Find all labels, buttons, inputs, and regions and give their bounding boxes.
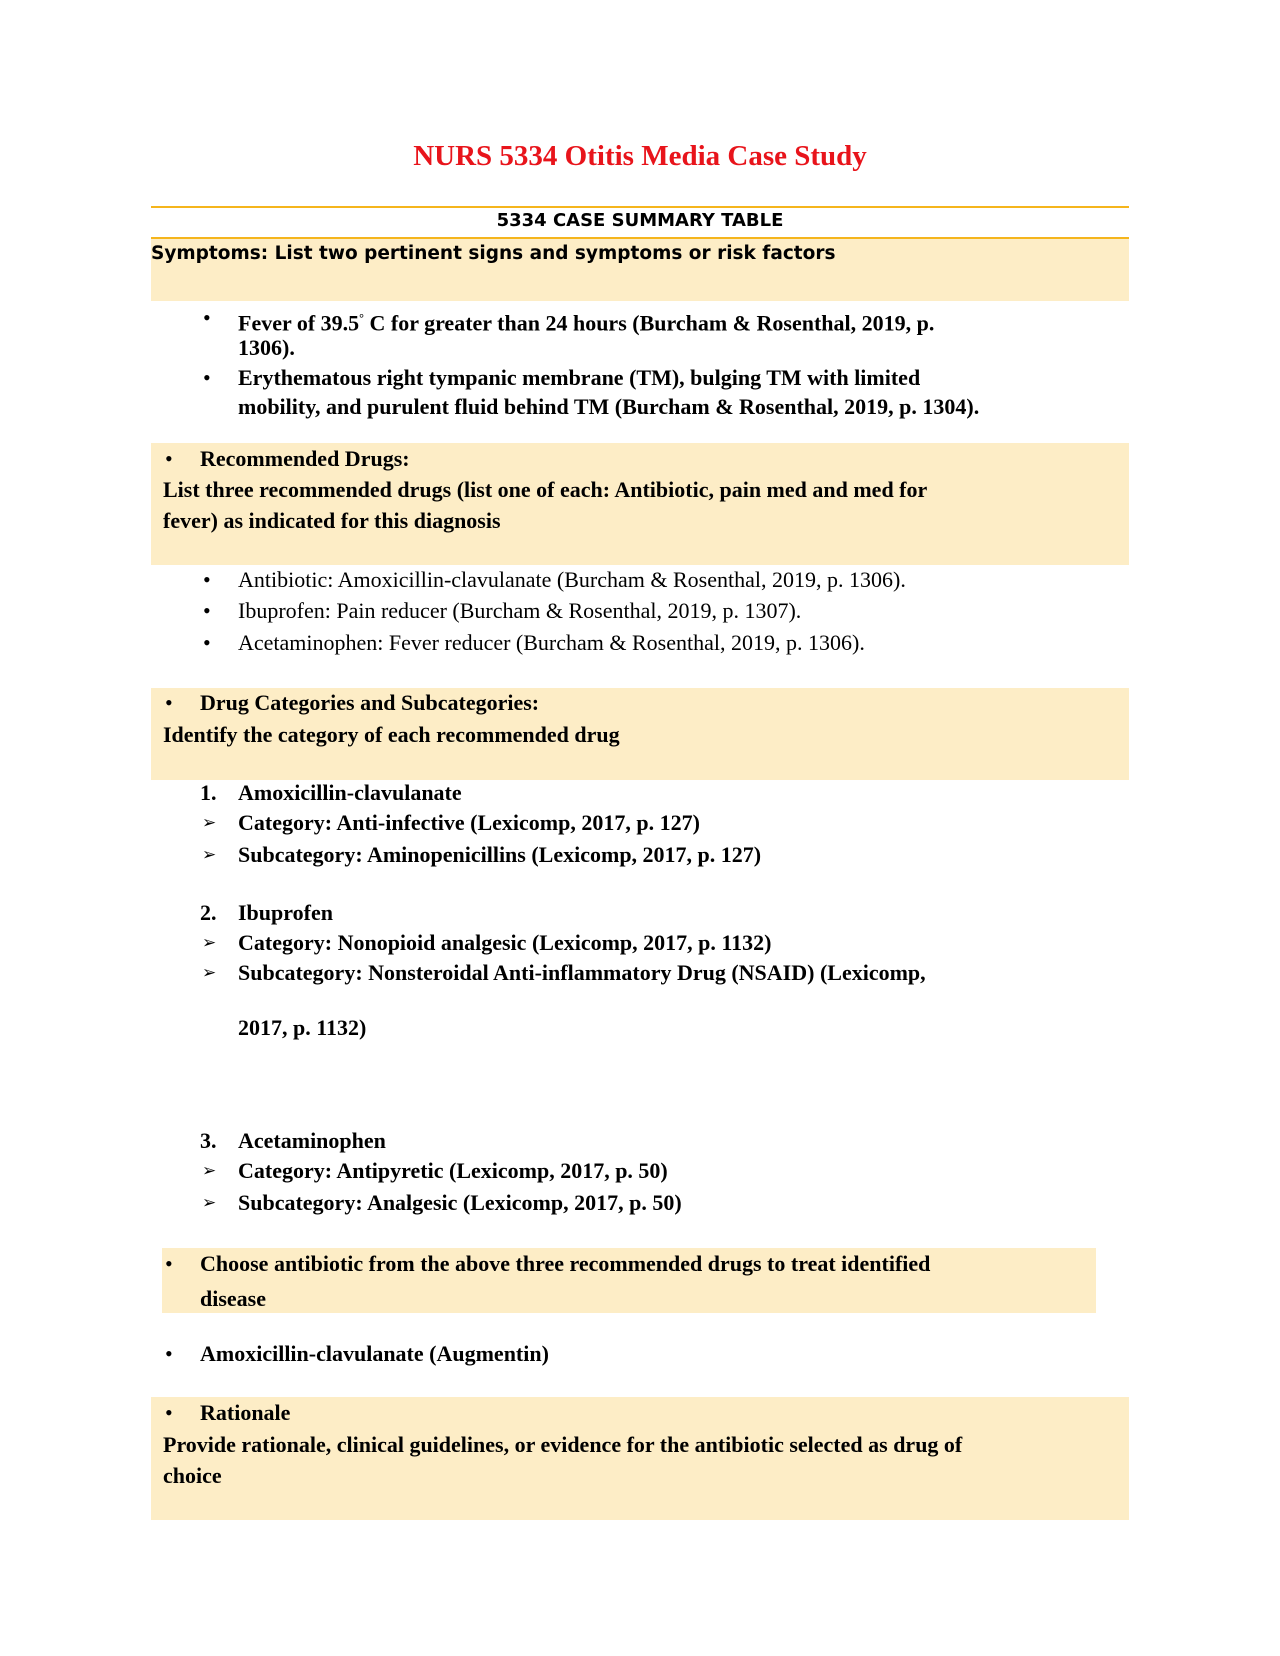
- drug-1-name: Amoxicillin-clavulanate: [238, 780, 462, 805]
- symptom-item-2-line-2: mobility, and purulent fluid behind TM (Burcham & Rosenthal, 2019, p. 1304).: [238, 394, 980, 419]
- recommended-item-antibiotic: Antibiotic: Amoxicillin-clavulanate (Burcham & Rosenthal, 2019, p. 1306).: [238, 567, 906, 592]
- document-title: NURS 5334 Otitis Media Case Study: [413, 140, 867, 172]
- symptom-item-2-line-1: Erythematous right tympanic membrane (TM), bulging TM with limited: [238, 365, 921, 390]
- table-heading: 5334 CASE SUMMARY TABLE: [496, 210, 784, 231]
- drug-3-subcategory: Subcategory: Analgesic (Lexicomp, 2017, p. 50): [238, 1190, 682, 1215]
- drug-2-subcategory-line-1: Subcategory: Nonsteroidal Anti-inflammatory Drug (NSAID) (Lexicomp,: [238, 960, 926, 985]
- arrow-bullet-icon: ➢: [202, 963, 217, 982]
- bullet-icon: •: [203, 305, 211, 330]
- symptom-fever-prefix: Fever of 39.5: [238, 310, 360, 336]
- rationale-sub-line-1: Provide rationale, clinical guidelines, or evidence for the antibiotic selected as drug of: [163, 1432, 963, 1457]
- drug-3-number: 3.: [200, 1128, 217, 1153]
- table-top-rule: [151, 206, 1129, 208]
- symptom-item-1-line-1: [238, 303, 934, 338]
- drug-1-number: 1.: [200, 780, 217, 805]
- arrow-bullet-icon: ➢: [202, 1161, 217, 1180]
- choose-line-2: disease: [200, 1286, 266, 1311]
- drug-2-subcategory-line-2: 2017, p. 1132): [238, 1015, 367, 1040]
- bullet-icon: •: [203, 598, 211, 623]
- bullet-icon: •: [165, 446, 173, 471]
- symptoms-heading: Symptoms: List two pertinent signs and symptoms or risk factors: [151, 243, 836, 264]
- drug-2-category: Category: Nonopioid analgesic (Lexicomp, 2017, p. 1132): [238, 930, 772, 955]
- bullet-icon: •: [203, 630, 211, 655]
- drug-3-name: Acetaminophen: [238, 1128, 386, 1153]
- drug-2-number: 2.: [200, 900, 217, 925]
- degree-symbol: °: [359, 311, 364, 325]
- drug-2-name: Ibuprofen: [238, 900, 333, 925]
- symptom-fever-rest: C for greater than 24 hours (Burcham & Rosenthal, 2019, p.: [369, 310, 935, 336]
- drug-3-category: Category: Antipyretic (Lexicomp, 2017, p. 50): [238, 1158, 668, 1183]
- arrow-bullet-icon: ➢: [202, 1193, 217, 1212]
- bullet-icon: •: [165, 1251, 173, 1276]
- rationale-heading: Rationale: [200, 1400, 291, 1425]
- recommended-item-acetaminophen: Acetaminophen: Fever reducer (Burcham & Rosenthal, 2019, p. 1306).: [238, 630, 865, 655]
- recommended-sub-line-2: fever) as indicated for this diagnosis: [163, 508, 501, 533]
- arrow-bullet-icon: ➢: [202, 813, 217, 832]
- recommended-heading: Recommended Drugs:: [200, 446, 410, 471]
- bullet-icon: •: [203, 365, 211, 390]
- chosen-antibiotic: Amoxicillin-clavulanate (Augmentin): [200, 1341, 549, 1366]
- recommended-item-ibuprofen: Ibuprofen: Pain reducer (Burcham & Rosenthal, 2019, p. 1307).: [238, 598, 802, 623]
- bullet-icon: •: [165, 1400, 173, 1425]
- rationale-sub-line-2: choice: [163, 1463, 222, 1488]
- recommended-sub-line-1: List three recommended drugs (list one of each: Antibiotic, pain med and med for: [163, 477, 928, 502]
- categories-heading: Drug Categories and Subcategories:: [200, 690, 540, 715]
- arrow-bullet-icon: ➢: [202, 845, 217, 864]
- bullet-icon: •: [165, 690, 173, 715]
- symptom-item-1-line-2: 1306).: [238, 335, 295, 360]
- choose-line-1: Choose antibiotic from the above three recommended drugs to treat identified: [200, 1251, 931, 1276]
- drug-1-category: Category: Anti-infective (Lexicomp, 2017, p. 127): [238, 810, 700, 835]
- bullet-icon: •: [165, 1341, 173, 1366]
- bullet-icon: •: [203, 567, 211, 592]
- arrow-bullet-icon: ➢: [202, 933, 217, 952]
- drug-1-subcategory: Subcategory: Aminopenicillins (Lexicomp, 2017, p. 127): [238, 842, 762, 867]
- categories-sub: Identify the category of each recommended drug: [163, 722, 620, 747]
